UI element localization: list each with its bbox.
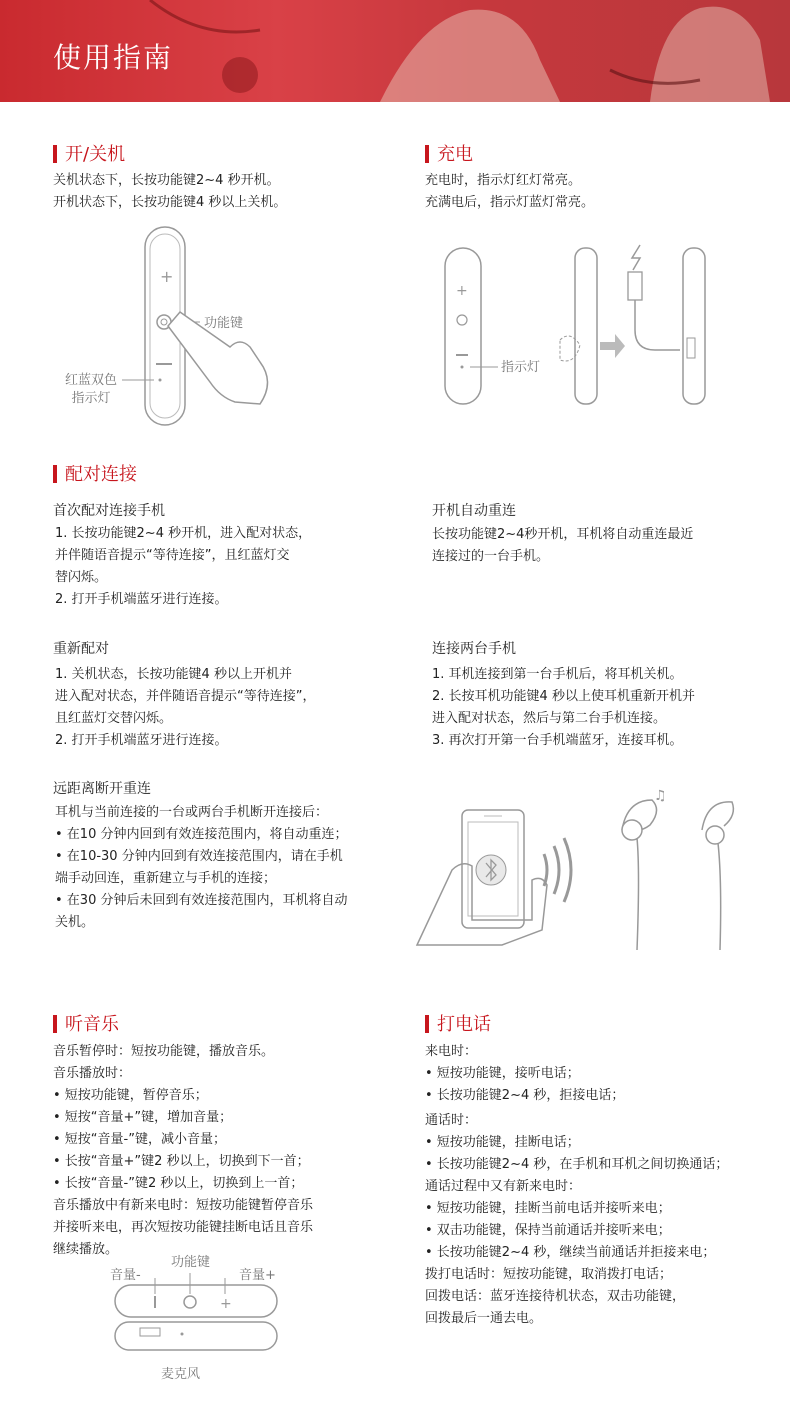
power-func-label: 功能键	[204, 316, 244, 331]
phone-earphone-illustration	[412, 770, 752, 955]
heading-bar	[53, 1015, 57, 1033]
charge-diagram	[440, 240, 710, 410]
pairing-first-body: 1. 长按功能键2~4 秒开机，进入配对状态， 并伴随语音提示“等待连接”，且红蓝灯交 替闪烁。 2. 打开手机端蓝牙进行连接。	[55, 526, 312, 607]
heading-bar	[425, 1015, 429, 1033]
section-heading-charge	[425, 140, 473, 166]
charge-led-label: 指示灯	[501, 360, 541, 375]
pairing-repair-body: 1. 关机状态，长按功能键4 秒以上开机并 进入配对状态，并伴随语音提示“等待连接”， 且红蓝灯交替闪烁。 2. 打开手机端蓝牙进行连接。	[55, 667, 316, 748]
power-led-label: 红蓝双色 指示灯	[65, 373, 118, 406]
pairing-two-body: 1. 耳机连接到第一台手机后，将耳机关机。 2. 长按耳机功能键4 秒以上使耳机重新开机并 进入配对状态，然后与第二台手机连接。 3. 再次打开第一台手机端蓝牙，连接耳机。	[432, 667, 695, 748]
svg-text:+: +	[456, 283, 468, 299]
music-note-icon: ♫	[654, 788, 667, 804]
pairing-repair-title: 重新配对	[53, 641, 109, 657]
section-heading-pairing	[53, 460, 137, 486]
charge-heading-text: 充电	[437, 144, 473, 165]
music-fig-func-label: 功能键	[171, 1255, 211, 1270]
call-incoming-instructions: 来电时： • 短按功能键，接听电话； • 长按功能键2~4 秒，拒接电话；	[425, 1044, 625, 1103]
power-instructions: 关机状态下，长按功能键2~4 秒开机。 开机状态下，长按功能键4 秒以上关机。	[53, 173, 287, 210]
music-heading-text: 听音乐	[65, 1014, 119, 1035]
pairing-far-body: 耳机与当前连接的一台或两台手机断开连接后： • 在10 分钟内回到有效连接范围内，将自动重连； • 在10-30 分钟内回到有效连接范围内，请在手机 端手动回连，重新建立与手机的连接； • 在30 分钟后未回到有效连接范围内，耳机将自动 关机。	[55, 805, 348, 930]
svg-text:+: +	[220, 1296, 232, 1312]
section-heading-power	[53, 140, 125, 166]
power-heading-text: 开/关机	[65, 144, 126, 165]
pairing-far-title: 远距离断开重连	[53, 781, 151, 797]
pairing-first-title: 首次配对连接手机	[53, 503, 165, 519]
pairing-heading-text: 配对连接	[65, 464, 137, 485]
music-fig-vol-minus-label: 音量-	[110, 1268, 141, 1283]
svg-text:+: +	[160, 267, 174, 286]
call-in-progress-instructions: 通话时： • 短按功能键，挂断电话； • 长按功能键2~4 秒，在手机和耳机之间切换通话； 通话过程中又有新来电时： • 短按功能键，挂断当前电话并接听来电； • 双击功能键，保持当前通话并接听来电； • 长按功能键2~4 秒，继续当前通话并拒接来电； 拨打电话时：短按功能键，取消拨打电话； 回拨电话：蓝牙连接待机状态，双击功能键， 回拨最后一通去电。	[425, 1113, 729, 1326]
call-heading-text: 打电话	[437, 1014, 491, 1035]
heading-bar	[53, 145, 57, 163]
page-title: 使用指南	[53, 41, 174, 74]
music-instructions: 音乐暂停时：短按功能键，播放音乐。 音乐播放时： • 短按功能键，暂停音乐； • 短按“音量+”键，增加音量； • 短按“音量-”键，减小音量； • 长按“音量+”键2 秒以上，切换到下一首； • 长按“音量-”键2 秒以上，切换到上一首； 音乐播放中有新来电时：短按功能键暂停音乐 并接听来电，再次短按功能键挂断电话且音乐 继续播放。	[53, 1044, 314, 1257]
charge-instructions: 充电时，指示灯红灯常亮。 充满电后，指示灯蓝灯常亮。	[425, 173, 595, 210]
music-fig-mic-label: 麦克风	[161, 1367, 201, 1382]
heading-bar	[425, 145, 429, 163]
heading-bar	[53, 465, 57, 483]
section-heading-music	[53, 1010, 119, 1036]
pairing-auto-body: 长按功能键2~4秒开机，耳机将自动重连最近 连接过的一台手机。	[432, 527, 694, 564]
music-fig-vol-plus-label: 音量+	[239, 1268, 276, 1283]
pairing-two-title: 连接两台手机	[432, 641, 516, 657]
header-banner	[0, 0, 790, 102]
pairing-auto-title: 开机自动重连	[432, 503, 516, 519]
section-heading-call	[425, 1010, 491, 1036]
